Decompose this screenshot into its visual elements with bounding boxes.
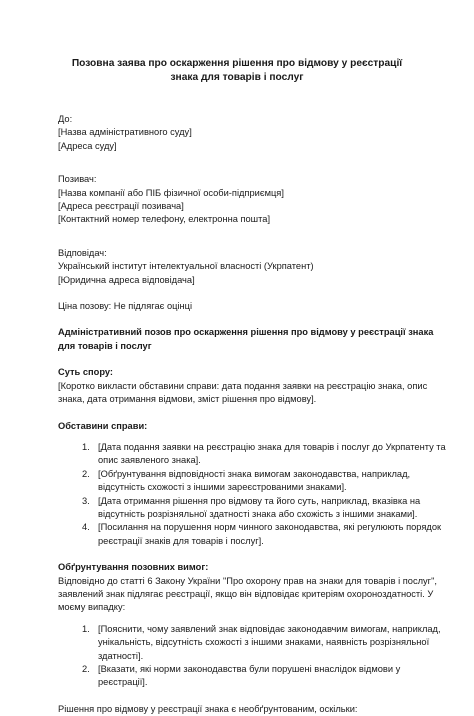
dispute-heading: Суть спору: [58,367,114,378]
plaintiff-contact: [Контактний номер телефону, електронна пошта] [58,214,271,225]
court-address: [Адреса суду] [58,140,117,151]
claim-heading-line: Адміністративний позов про оскарження рішення про відмову у реєстрації знака [58,327,434,338]
justification-text-line: моєму випадку: [58,602,126,613]
defendant-block [58,247,416,287]
list-item-text: відсутність схожості з іншими зареєстрованими знаками]. [98,482,347,493]
circumstances-section [58,420,446,549]
list-item-text: унікальність, відсутність схожості з іншими знаками, наявність розрізняльної [98,637,430,648]
plaintiff-name: [Назва компанії або ПІБ фізичної особи-підприємця] [58,187,284,198]
list-item-number: 1. [82,623,90,634]
list-item-text: [Пояснити, чому заявлений знак відповідає законодавчим вимогам, наприклад, [98,623,441,634]
plaintiff-label: Позивач: [58,174,97,185]
justification-text-line: Відповідно до статті 6 Закону України "Про охорону прав на знаки для товарів і послуг", [58,575,437,586]
addressee-label: До: [58,114,73,124]
claim-heading-line: для товарів і послуг [58,340,152,351]
list-item-number: 3. [82,495,90,506]
plaintiff-address: [Адреса реєстрації позивача] [58,201,184,212]
justification-section [58,561,441,690]
defendant-address: [Юридична адреса відповідача] [58,274,195,285]
dispute-section [58,366,428,406]
justification-list [58,623,441,690]
list-item-number: 2. [82,468,90,479]
list-item [82,468,416,495]
court-name: [Назва адміністративного суду] [58,127,192,138]
list-item-text: здатності]. [98,650,144,661]
list-item-text: реєстрації]. [98,677,148,688]
justification-heading: Обґрунтування позовних вимог: [58,562,209,573]
list-item-text: відсутність розрізняльної здатності знака або схожість з іншими знаками]. [98,508,418,519]
list-item-text: [Дата отримання рішення про відмову та його суть, наприклад, вказівка на [98,495,421,506]
list-item-number: 2. [82,664,90,674]
circumstances-list [58,441,446,548]
list-item-text: [Вказати, які норми законодавства були порушені внаслідок відмови у [98,664,401,674]
plaintiff-block [58,173,416,227]
list-item-text: [Посилання на порушення норм чинного законодавства, які регулюють порядок [98,522,442,533]
circumstances-heading: Обставини справи: [58,420,148,431]
list-item [82,521,442,548]
list-item [82,495,421,522]
list-item [82,623,441,663]
list-item-text: опис заявленого знака]. [98,455,201,466]
list-item-text: [Дата подання заявки на реєстрацію знака для товарів і послуг до Укрпатенту та [98,441,446,452]
claim-price: Ціна позову: Не підлягає оцінці [58,301,193,312]
defendant-label: Відповідач: [58,247,107,258]
defendant-name: Український інститут інтелектуальної власності (Укрпатент) [58,261,314,272]
dispute-text-line: знака, дата отримання відмови, зміст рішення про відмову]. [58,394,317,405]
addressee-block [58,113,416,153]
list-item [82,663,416,690]
justification-text-line: заявлений знак підлягає реєстрації, якщо він відповідає критеріям охороноздатності. У [58,588,434,599]
list-item-text: [Обґрунтування відповідності знака вимогам законодавства, наприклад, [98,468,411,479]
document-title: Позовна заява про оскарження рішення про відмову у реєстрації знака для товарів і послуг [71,58,403,83]
list-item-text: реєстрації знаків для товарів і послуг]. [98,535,264,546]
list-item-number: 1. [82,441,90,452]
list-item [82,441,446,468]
list-item-number: 4. [82,522,90,533]
final-statement: Рішення про відмову у реєстрації знака є необґрунтованим, оскільки: [58,703,358,714]
claim-heading [58,326,434,353]
dispute-text-line: [Коротко викласти обставини справи: дата подання заявки на реєстрацію знака, опис [58,380,428,391]
